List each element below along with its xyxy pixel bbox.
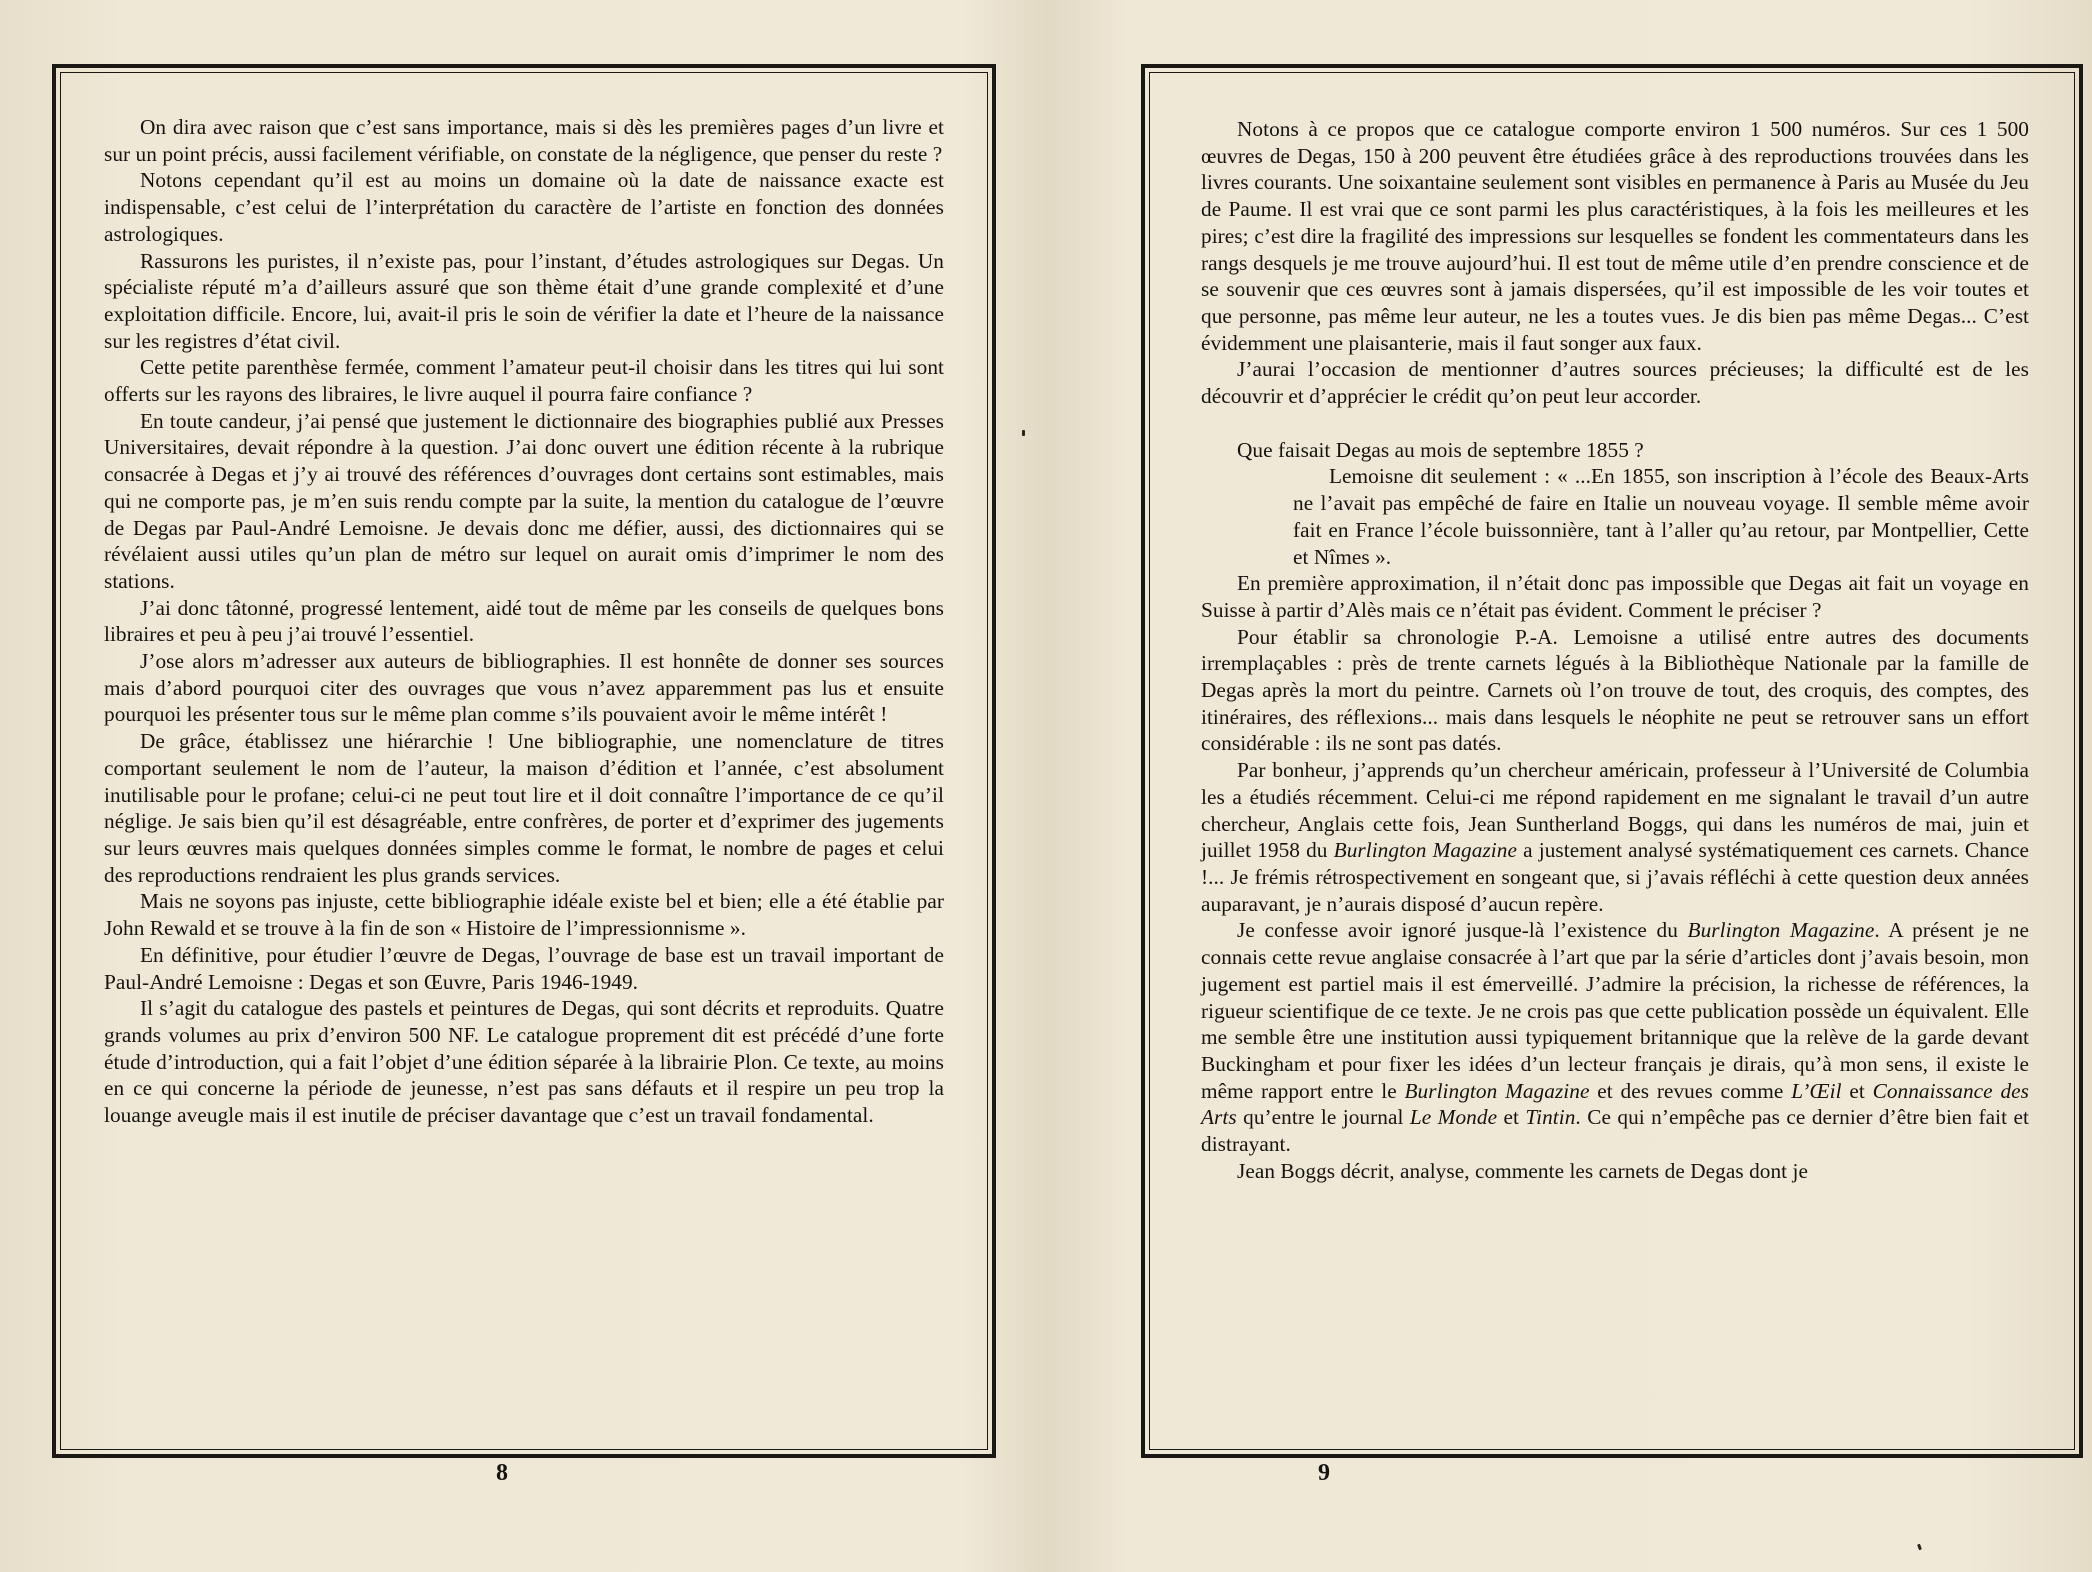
- section-question: Que faisait Degas au mois de septembre 1855 ?: [1237, 437, 1644, 462]
- italic-title: Burlington Magazine: [1687, 918, 1875, 943]
- text-run: . Ce qui n’empêche pas ce dernier d’être bien fait et distrayant.: [1201, 1105, 2030, 1157]
- page-number: 9: [1318, 1460, 1330, 1486]
- paragraph: De grâce, établissez une hiérarchie ! Une bibliographie, une nomenclature de titres comportant seulement le nom de l’auteur, la maison d’édition et l’année, c’est absolument inutilisable pour le profane; celui-ci ne peut tout lire et il doit connaître l’importance de ce qu’il néglige. Je sais bien qu’il est désagréable, entre confrères, de porter et d’exprimer des jugements sur leurs œuvres mais quelques données simples comme le format, le nombre de pages et celui des reproductions rendraient les plus grands services.: [104, 729, 944, 887]
- text-run: et: [1841, 1078, 1873, 1103]
- paragraph: Cette petite parenthèse fermée, comment l’amateur peut-il choisir dans les titres qui lui sont offerts sur les rayons des libraires, le livre auquel il pourra faire confiance ?: [104, 355, 944, 407]
- paper-speck: [1022, 430, 1025, 436]
- text-run: et: [1497, 1105, 1526, 1130]
- right-page-text: [1201, 116, 2029, 1184]
- italic-title: Burlington Magazine: [1333, 838, 1517, 863]
- right-page: [1046, 0, 2092, 1572]
- paragraph: [1201, 917, 2029, 1157]
- right-page-frame: [1141, 64, 2083, 1458]
- italic-title: Le Monde: [1409, 1105, 1498, 1130]
- paragraph: Notons cependant qu’il est au moins un domaine où la date de naissance exacte est indispensable, c’est celui de l’interprétation du caractère de l’artiste en fonction des données astrologiques.: [104, 168, 944, 246]
- paragraph: J’ose alors m’adresser aux auteurs de bibliographies. Il est honnête de donner ses sources mais d’abord pourquoi citer des ouvrages que vous n’avez apparemment pas lus et ensuite pourquoi les présenter tous sur le même plan comme s’ils pouvaient avoir le même intérêt !: [104, 649, 944, 727]
- paragraph: En toute candeur, j’ai pensé que justement le dictionnaire des biographies publié aux Presses Universitaires, devait répondre à la question. J’ai donc ouvert une édition récente à la rubrique consacrée à Degas et j’y ai trouvé des références d’ouvrages dont certains sont estimables, mais qui ne comporte pas, je m’en suis rendu compte par la suite, la mention du catalogue de l’œuvre de Degas par Paul-André Lemoisne. Je devais donc me défier, aussi, des dictionnaires qui se révélaient aussi utiles qu’un plan de métro sur lequel on aurait omis d’imprimer le nom des stations.: [104, 408, 944, 593]
- text-run: . A présent je ne connais cette revue anglaise consacrée à l’art que par la série d’articles dont j’avais besoin, mon jugement est partiel mais il est émerveillé. J’admire la précision, la richesse de références, la rigueur scientifique de ce texte. Je ne crois pas que cette publication possède un équivalent. Elle me semble être une institution aussi typiquement britannique que la relève de la garde devant Buckingham et pour fixer les idées d’un lecteur français je dirais, qu’à mon sens, il existe le même rapport entre le: [1201, 918, 2029, 1103]
- left-page-frame: [52, 64, 996, 1458]
- paragraph: Jean Boggs décrit, analyse, commente les carnets de Degas dont je: [1237, 1158, 1808, 1183]
- text-run: Par bonheur, j’apprends qu’un chercheur américain, professeur à l’Université de Columbia les a étudiés récemment. Celui-ci me répond rapidement en me signalant le travail d’un autre chercheur, Anglais cette fois, Jean Suntherland Boggs, qui dans les numéros de mai, juin et juillet 1958 du: [1201, 758, 2029, 863]
- italic-title: Tintin: [1525, 1105, 1576, 1130]
- paragraph: [1201, 757, 2029, 917]
- paragraph: J’ai donc tâtonné, progressé lentement, aidé tout de même par les conseils de quelques bons libraires et peu à peu j’ai trouvé l’essentiel.: [104, 595, 944, 647]
- text-run: Je confesse avoir ignoré jusque-là l’existence du: [1237, 918, 1688, 943]
- italic-title: Connaissance des Arts: [1201, 1078, 2029, 1130]
- paper-speck: [1917, 1544, 1922, 1551]
- left-page-text: [104, 114, 944, 1129]
- paragraph: Rassurons les puristes, il n’existe pas, pour l’instant, d’études astrologiques sur Degas. Un spécialiste réputé m’a d’ailleurs assuré que son thème était d’une grande complexité et d’une exploitation difficile. Encore, lui, avait-il pris le soin de vérifier la date et l’heure de la naissance sur les registres d’état civil.: [104, 248, 944, 353]
- italic-title: Burlington Magazine: [1404, 1078, 1590, 1103]
- paragraph: En première approximation, il n’était donc pas impossible que Degas ait fait un voyage en Suisse à partir d’Alès mais ce n’était pas évident. Comment le préciser ?: [1201, 571, 2029, 622]
- paragraph: Mais ne soyons pas injuste, cette bibliographie idéale existe bel et bien; elle a été établie par John Rewald et se trouve à la fin de son « Histoire de l’impressionnisme ».: [104, 889, 944, 941]
- paragraph: Pour établir sa chronologie P.-A. Lemoisne a utilisé entre autres des documents irremplaçables : près de trente carnets légués à la Bibliothèque Nationale par la famille de Degas après la mort du peintre. Carnets où l’on trouve de tout, des croquis, des comptes, des itinéraires, des réflexions... mais dans lesquels le néophite ne peut se retrouver sans un effort considérable : ils ne sont pas datés.: [1201, 624, 2029, 756]
- paragraph: En définitive, pour étudier l’œuvre de Degas, l’ouvrage de base est un travail important de Paul-André Lemoisne : Degas et son Œuvre, Paris 1946-1949.: [104, 942, 944, 994]
- paragraph: Il s’agit du catalogue des pastels et peintures de Degas, qui sont décrits et reproduits. Quatre grands volumes au prix d’environ 500 NF. Le catalogue proprement dit est précédé d’une forte étude d’introduction, qui a fait l’objet d’une édition séparée à la librairie Plon. Ce texte, au moins en ce qui concerne la période de jeunesse, n’est pas sans défauts et il respire un peu trop la louange aveugle mais il est inutile de préciser davantage que c’est un travail fondamental.: [104, 996, 944, 1128]
- paragraph: Notons à ce propos que ce catalogue comporte environ 1 500 numéros. Sur ces 1 500 œuvres de Degas, 150 à 200 peuvent être étudiées grâce à des reproductions trouvées dans les livres courants. Une soixantaine seulement sont visibles en permanence à Paris au Musée du Jeu de Paume. Il est vrai que ce sont parmi les plus caractéristiques, à la fois les meilleures et les pires; c’est dire la fragilité des impressions sur lesquelles se fondent les commentateurs dans les rangs desquels je me trouve aujourd’hui. Il est tout de même utile d’en prendre conscience et de se souvenir que ces œuvres sont à jamais dispersées, qu’il est impossible de les voir toutes et que personne, pas même leur auteur, ne les a toutes vues. Je dis bien pas même Degas... C’est évidemment une plaisanterie, mais il faut songer aux faux.: [1201, 117, 2029, 355]
- paragraph: J’aurai l’occasion de mentionner d’autres sources précieuses; la difficulté est de les découvrir et d’apprécier le crédit qu’on peut leur accorder.: [1201, 357, 2029, 409]
- page-number: 8: [496, 1460, 508, 1486]
- paragraph: On dira avec raison que c’est sans importance, mais si dès les premières pages d’un livre et sur un point précis, aussi facilement vérifiable, on constate de la négligence, que penser du reste ?: [104, 115, 944, 166]
- italic-title: L’Œil: [1791, 1078, 1842, 1103]
- quotation: Lemoisne dit seulement : « ...En 1855, son inscription à l’école des Beaux-Arts ne l’avait pas empêché de faire en Italie un nouveau voyage. Il semble même avoir fait en France l’école buissonnière, tant à l’aller qu’au retour, par Montpellier, Cette et Nîmes ».: [1293, 464, 2029, 569]
- text-run: et des revues comme: [1589, 1078, 1792, 1103]
- text-run: a justement analysé systématiquement ces carnets. Chance !... Je frémis rétrospectivement en songeant que, si j’avais réfléchi à cette question deux années auparavant, je n’aurais disposé d’aucun repère.: [1201, 838, 2029, 916]
- text-run: qu’entre le journal: [1236, 1105, 1410, 1130]
